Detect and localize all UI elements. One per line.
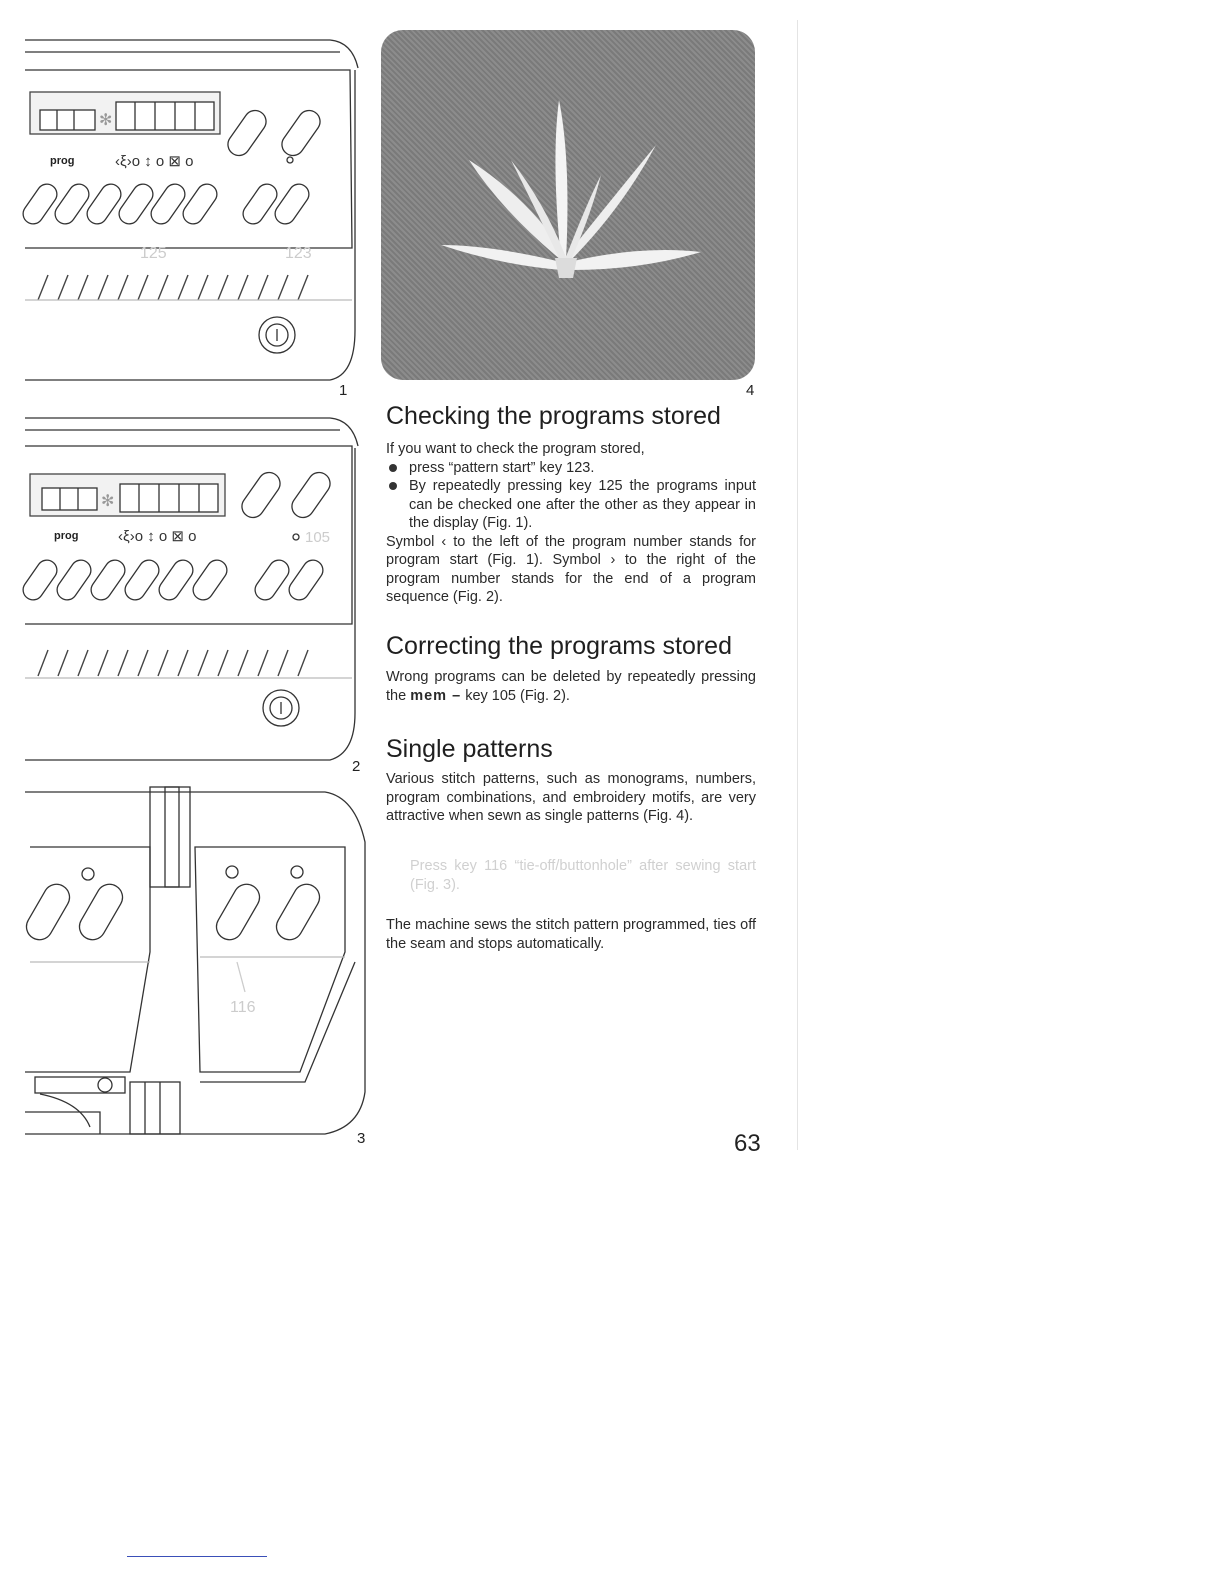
- checking-intro: If you want to check the program stored,: [386, 441, 645, 457]
- figure-2-control-panel: [0, 408, 370, 768]
- prog-label: prog: [50, 155, 75, 167]
- single-patterns-body: Various stitch patterns, such as monograms, numbers, program combinations, and embroidery motifs, are very attractive when sewn as single patterns (Fig. 4).: [386, 771, 756, 824]
- figure-1-control-panel: [0, 30, 370, 390]
- single-patterns-closing: The machine sews the stitch pattern programmed, ties off the seam and stops automatically.: [386, 917, 756, 952]
- figure-1-number: 1: [339, 382, 348, 399]
- page-edge-line: [797, 20, 798, 1150]
- figure-2-number: 2: [352, 758, 361, 775]
- mem-minus-key-icon: [288, 468, 335, 522]
- hatch-lines-icon: [38, 275, 308, 300]
- page-number: 63: [734, 1130, 761, 1157]
- figure-4-embroidery-photo: [381, 30, 755, 380]
- figure-4-number: 4: [746, 382, 755, 399]
- mem-plus-key-icon: [224, 106, 271, 160]
- checking-bullet-2: By repeatedly pressing key 125 the programs input can be checked one after the other as they appear in the display (Fig. 1).: [386, 477, 756, 533]
- prog-label: prog: [54, 530, 79, 542]
- plus-minus-keys-icon: [19, 556, 327, 604]
- power-button-icon: [259, 317, 295, 353]
- correcting-body: Wrong programs can be deleted by repeatedly pressing the mem – key 105 (Fig. 2).: [386, 669, 756, 704]
- figure-3-number: 3: [357, 1130, 366, 1147]
- leaf-embroidery-icon: [381, 30, 755, 380]
- callout-105: 105: [305, 529, 331, 546]
- svg-text:‹ξ›o ↕ o ⊠ o: ‹ξ›o ↕ o ⊠ o: [115, 153, 194, 170]
- callout-116: 116: [230, 999, 256, 1016]
- mem-minus-key-icon: [278, 106, 325, 160]
- callout-125: 125: [140, 245, 167, 262]
- checking-symbol-text: Symbol ‹ to the left of the program number stands for program start (Fig. 1). Symbol › to the right of the program number stands for the end of a program sequence (Fig. 2).: [386, 533, 756, 605]
- bullet-icon: [389, 482, 397, 490]
- single-patterns-heading: Single patterns: [386, 735, 553, 763]
- svg-text:‹ξ›o ↕ o ⊠ o: ‹ξ›o ↕ o ⊠ o: [118, 528, 197, 545]
- footer-rule: [127, 1556, 267, 1557]
- checking-bullet-1: press “pattern start” key 123.: [386, 459, 756, 478]
- correcting-heading: Correcting the programs stored: [386, 632, 732, 660]
- plus-minus-keys-icon: [19, 180, 313, 228]
- svg-text:✻: ✻: [99, 112, 113, 129]
- hatch-lines-icon: [38, 650, 308, 676]
- mem-plus-key-icon: [238, 468, 285, 522]
- power-button-icon: [263, 690, 299, 726]
- svg-text:✻: ✻: [101, 493, 115, 510]
- single-patterns-faded-instruction: Press key 116 “tie-off/buttonhole” after sewing start (Fig. 3).: [410, 858, 756, 893]
- callout-123: 123: [285, 245, 312, 262]
- figure-3-machine-front: [0, 782, 375, 1142]
- buttonhole-key-icon: [22, 880, 325, 945]
- mem-minus-key-label: mem –: [410, 687, 462, 704]
- bullet-icon: [389, 464, 397, 472]
- checking-heading: Checking the programs stored: [386, 402, 721, 430]
- checking-body: [386, 440, 756, 607]
